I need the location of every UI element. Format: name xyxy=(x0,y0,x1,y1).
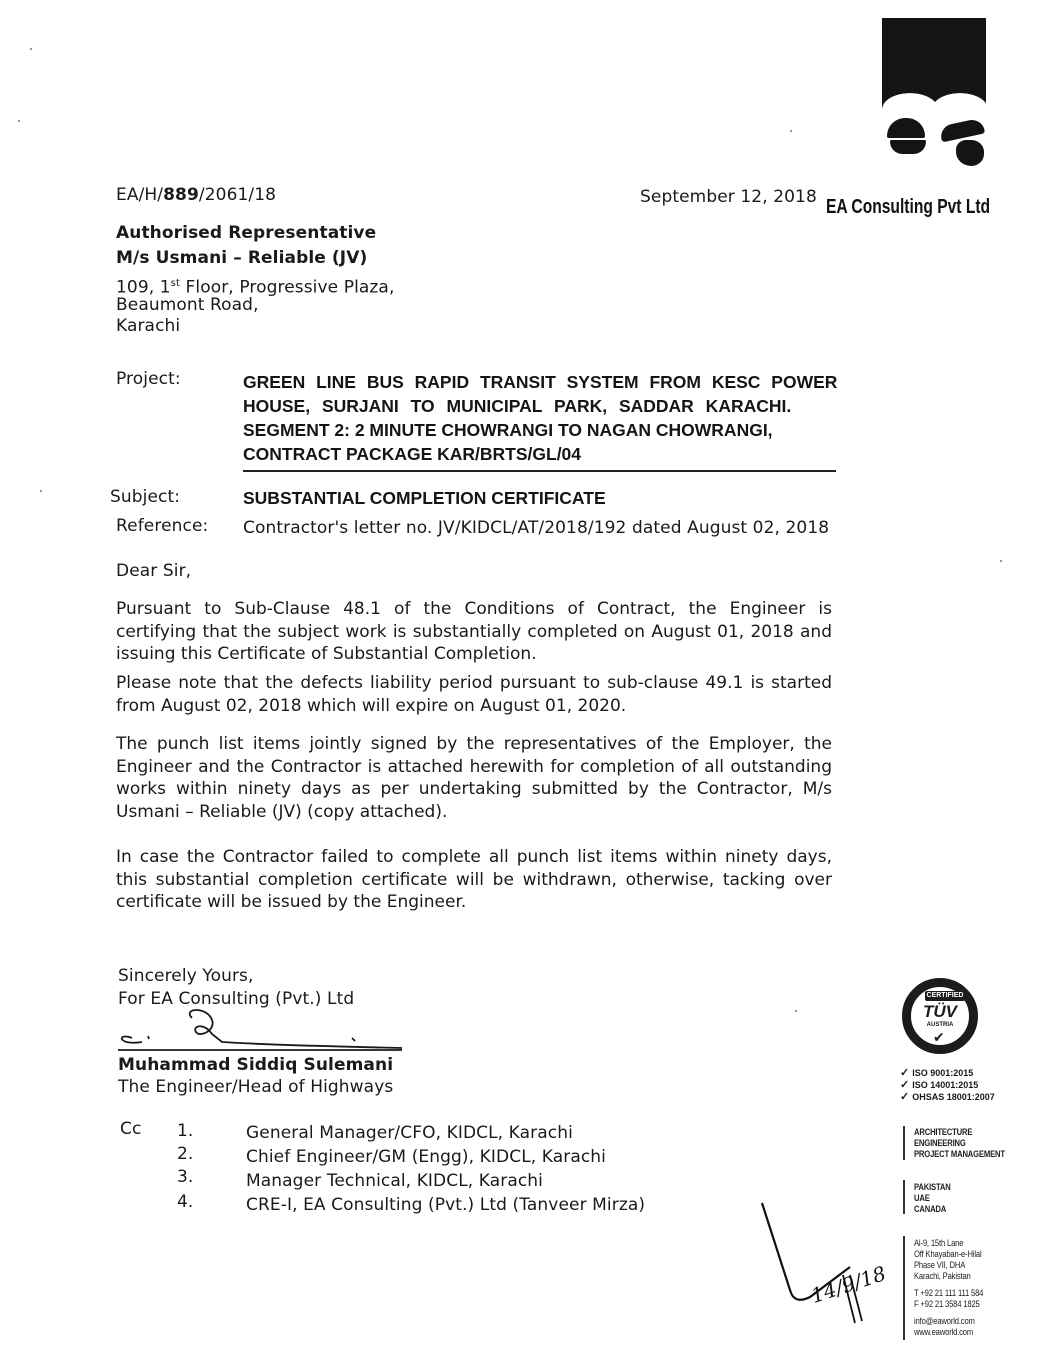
recipient-company: M/s Usmani – Reliable (JV) xyxy=(116,248,368,268)
body-paragraph-2: Please note that the defects liability period pursuant to sub-clause 49.1 is started from August 02, 2018 which will expire on August 01, 2020. xyxy=(116,673,832,716)
iso-standard-text: ISO 9001:2015 xyxy=(912,1068,974,1078)
closing-line: Sincerely Yours, xyxy=(118,966,254,986)
address-line: Off Khayaban-e-Hilal xyxy=(914,1249,982,1259)
sidebar-divider xyxy=(903,1126,905,1160)
sidebar-divider xyxy=(903,1180,905,1214)
cc-item-number: 1. xyxy=(177,1121,194,1141)
handwritten-date: 14/9/18 xyxy=(808,1261,889,1308)
cc-label: Cc xyxy=(120,1119,142,1139)
ea-logo-icon xyxy=(882,18,986,108)
sidebar-address xyxy=(914,1238,983,1338)
signer-title: The Engineer/Head of Highways xyxy=(118,1077,394,1097)
address-line: Karachi, Pakistan xyxy=(914,1271,971,1281)
letter-date: September 12, 2018 xyxy=(640,187,817,207)
sidebar-divider xyxy=(903,1236,905,1340)
project-line-2: HOUSE, SURJANI TO MUNICIPAL PARK, SADDAR KARACHI. xyxy=(243,396,792,416)
company-name: EA Consulting Pvt Ltd xyxy=(826,196,991,218)
address-line: Phase VII, DHA xyxy=(914,1260,966,1270)
country-item: UAE xyxy=(914,1193,930,1203)
address-number: 109, 1 xyxy=(116,277,171,298)
body-paragraph-1: Pursuant to Sub-Clause 48.1 of the Conditions of Contract, the Engineer is certifying that the subject work is substantially completed on August 01, 2018 and issuing this Certificate of Substantial Completion. xyxy=(116,599,832,664)
subject-value: SUBSTANTIAL COMPLETION CERTIFICATE xyxy=(243,488,606,508)
cc-item-number: 3. xyxy=(177,1167,194,1187)
signer-name: Muhammad Siddiq Sulemani xyxy=(118,1055,394,1075)
letter-reference xyxy=(116,184,276,206)
reference-prefix: EA/H/ xyxy=(116,185,164,205)
project-underline xyxy=(243,470,836,472)
subject-label: Subject: xyxy=(110,487,181,507)
reference-suffix: /2061/18 xyxy=(198,185,277,205)
scan-speck xyxy=(18,120,20,122)
cc-item-text: Chief Engineer/GM (Engg), KIDCL, Karachi xyxy=(246,1147,606,1167)
email-link[interactable]: info@eaworld.com xyxy=(914,1316,975,1326)
scan-speck xyxy=(790,130,792,132)
country-item: CANADA xyxy=(914,1204,947,1214)
cc-item-number: 4. xyxy=(177,1192,194,1212)
address-sup: st xyxy=(170,278,181,289)
scan-speck xyxy=(1000,560,1002,562)
fax-number: F +92 21 3584 1825 xyxy=(914,1299,980,1309)
scan-speck xyxy=(795,1010,797,1012)
recipient-title: Authorised Representative xyxy=(116,223,377,243)
iso-standard xyxy=(900,1068,973,1079)
check-icon: ✔ xyxy=(933,1030,945,1046)
country-item: PAKISTAN xyxy=(914,1182,951,1192)
iso-standard xyxy=(900,1080,978,1091)
service-item: PROJECT MANAGEMENT xyxy=(914,1149,1005,1159)
check-icon: ✓ xyxy=(900,1091,910,1103)
logo-e-shape-bottom xyxy=(890,140,926,154)
logo-a-shape-top xyxy=(939,118,985,143)
project-line xyxy=(243,370,838,394)
signature-image xyxy=(112,1008,412,1058)
body-paragraph-4: In case the Contractor failed to complete all punch list items within ninety days, this substantial completion certificate will be withdrawn, otherwise, tacking over certificate will be issued by the Engineer. xyxy=(116,847,832,912)
cc-item-text: CRE-I, EA Consulting (Pvt.) Ltd (Tanveer Mirza) xyxy=(246,1195,646,1215)
logo-a-shape-bottom xyxy=(956,140,984,166)
reference-label: Reference: xyxy=(116,516,209,536)
scan-speck xyxy=(40,490,42,492)
sidebar-countries xyxy=(914,1182,951,1215)
tuv-certified-badge xyxy=(902,978,978,1054)
iso-standard-text: OHSAS 18001:2007 xyxy=(912,1092,995,1102)
phone-number: T +92 21 111 111 584 xyxy=(914,1288,984,1298)
project-description xyxy=(243,370,838,466)
logo-e-shape-top xyxy=(887,118,925,138)
reference-bold: 889 xyxy=(163,185,199,205)
body-paragraph-3: The punch list items jointly signed by the representatives of the Employer, the Engineer and the Contractor is attached herewith for completion of all outstanding works within ninety days as per undertaking submitted by the Contractor, M/s Usmani – Reliable (JV) (copy attached). xyxy=(116,734,832,822)
badge-certified-label: CERTIFIED xyxy=(926,992,964,999)
project-line-3: SEGMENT 2: 2 MINUTE CHOWRANGI TO NAGAN CHOWRANGI, xyxy=(243,420,773,440)
recipient-address-line2: Beaumont Road, xyxy=(116,295,259,315)
badge-sub: AUSTRIA xyxy=(926,1022,954,1028)
check-icon: ✓ xyxy=(900,1079,910,1091)
project-label: Project: xyxy=(116,369,181,389)
closing-company: For EA Consulting (Pvt.) Ltd xyxy=(118,989,355,1009)
address-line: Al-9, 15th Lane xyxy=(914,1238,964,1248)
project-line-1: GREEN LINE BUS RAPID TRANSIT SYSTEM FROM KESC POWER xyxy=(243,372,838,392)
cc-item-text: General Manager/CFO, KIDCL, Karachi xyxy=(246,1123,573,1143)
cc-item-number: 2. xyxy=(177,1144,194,1164)
iso-standard-text: ISO 14001:2015 xyxy=(912,1080,979,1090)
reference-value: Contractor's letter no. JV/KIDCL/AT/2018/192 dated August 02, 2018 xyxy=(243,518,830,538)
service-item: ARCHITECTURE xyxy=(914,1127,973,1137)
check-icon: ✓ xyxy=(900,1067,910,1079)
project-line-4: CONTRACT PACKAGE KAR/BRTS/GL/04 xyxy=(243,444,582,464)
website-link[interactable]: www.eaworld.com xyxy=(914,1327,974,1337)
scan-speck xyxy=(30,48,32,50)
salutation: Dear Sir, xyxy=(116,561,192,581)
sidebar-services xyxy=(914,1127,1005,1160)
address-rest: Floor, Progressive Plaza, xyxy=(180,277,395,298)
recipient-city: Karachi xyxy=(116,316,181,336)
iso-standard xyxy=(900,1092,995,1103)
badge-name: TÜV xyxy=(923,1002,957,1021)
service-item: ENGINEERING xyxy=(914,1138,966,1148)
cc-item-text: Manager Technical, KIDCL, Karachi xyxy=(246,1171,544,1191)
